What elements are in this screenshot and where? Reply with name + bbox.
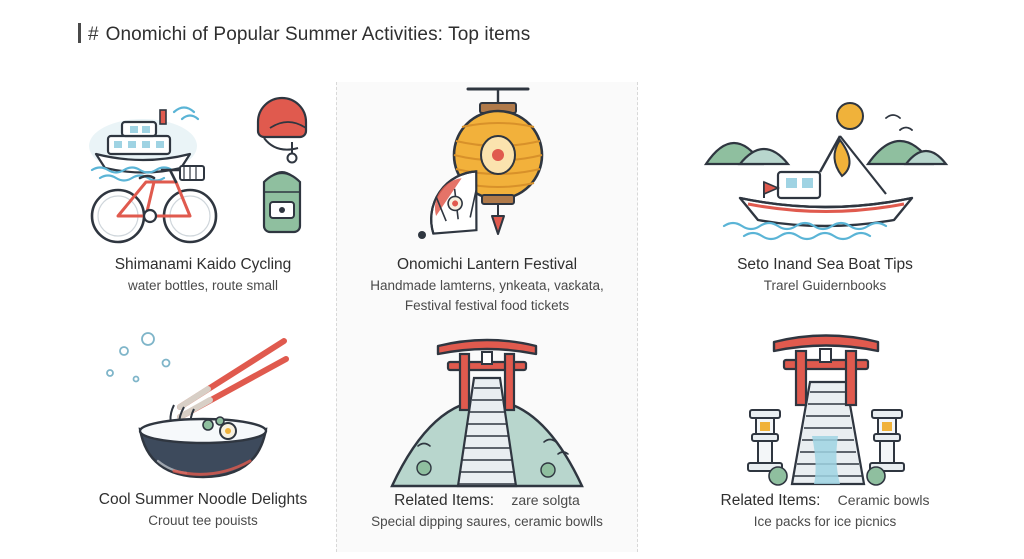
card-seto-inland-sea-boat-tips[interactable] <box>680 82 970 317</box>
card-cool-summer-noodle-delights[interactable] <box>58 317 348 552</box>
card-subtitle: Crouut tee pouists <box>148 513 258 528</box>
related-items-value: Ceramic bowls <box>837 492 930 508</box>
card-caption <box>58 489 348 531</box>
title-text: Onomichi of Popular Summer Activities: Top items <box>105 24 531 45</box>
card-caption <box>337 489 637 532</box>
card-grid <box>0 82 1024 552</box>
card-title <box>347 489 627 512</box>
card-shimanami-kaido-cycling[interactable] <box>58 82 348 317</box>
card-subtitle-2: Festival festival food tickets <box>404 298 570 313</box>
torii-gate-shrine-lanterns-icon <box>680 319 970 487</box>
lantern-fan-icon <box>337 84 637 252</box>
card-caption <box>58 254 348 296</box>
bicycle-ferry-backpack-helmet-icon <box>58 84 348 252</box>
fishing-boat-islands-icon <box>680 84 970 252</box>
related-items-value: zare solgta <box>511 492 580 508</box>
page-title <box>78 20 530 46</box>
card-subtitle: water bottles, route small <box>127 278 279 293</box>
card-onomichi-lantern-festival[interactable] <box>337 82 637 317</box>
card-caption <box>337 254 637 316</box>
title-accent-bar <box>78 23 81 43</box>
card-title: Shimanami Kaido Cycling <box>114 256 292 273</box>
card-subtitle: Ice packs for ice picnics <box>753 514 897 529</box>
card-caption <box>680 254 970 296</box>
title-hash: # <box>88 24 99 45</box>
torii-gate-stairs-icon <box>337 319 637 487</box>
related-items-label: Related Items: <box>394 492 495 509</box>
card-subtitle: Special dipping saures, ceramic bowlls <box>371 514 603 529</box>
card-title: Cool Summer Noodle Delights <box>98 491 308 508</box>
card-title <box>690 489 960 512</box>
card-subtitle: Trarel Guidernbooks <box>763 278 887 293</box>
card-caption <box>680 489 970 532</box>
card-subtitle: Handmade lamterns, ynkeata, vaɛkata, <box>370 278 604 293</box>
column-middle <box>336 82 638 552</box>
card-title: Onomichi Lantern Festival <box>396 256 578 273</box>
column-left <box>58 82 348 552</box>
card-related-items-center[interactable] <box>337 317 637 552</box>
noodle-bowl-chopsticks-icon <box>58 319 348 487</box>
related-items-label: Related Items: <box>720 492 821 509</box>
card-title: Seto Inand Sea Boat Tips <box>737 256 913 273</box>
column-right <box>680 82 970 552</box>
card-related-items-right[interactable] <box>680 317 970 552</box>
